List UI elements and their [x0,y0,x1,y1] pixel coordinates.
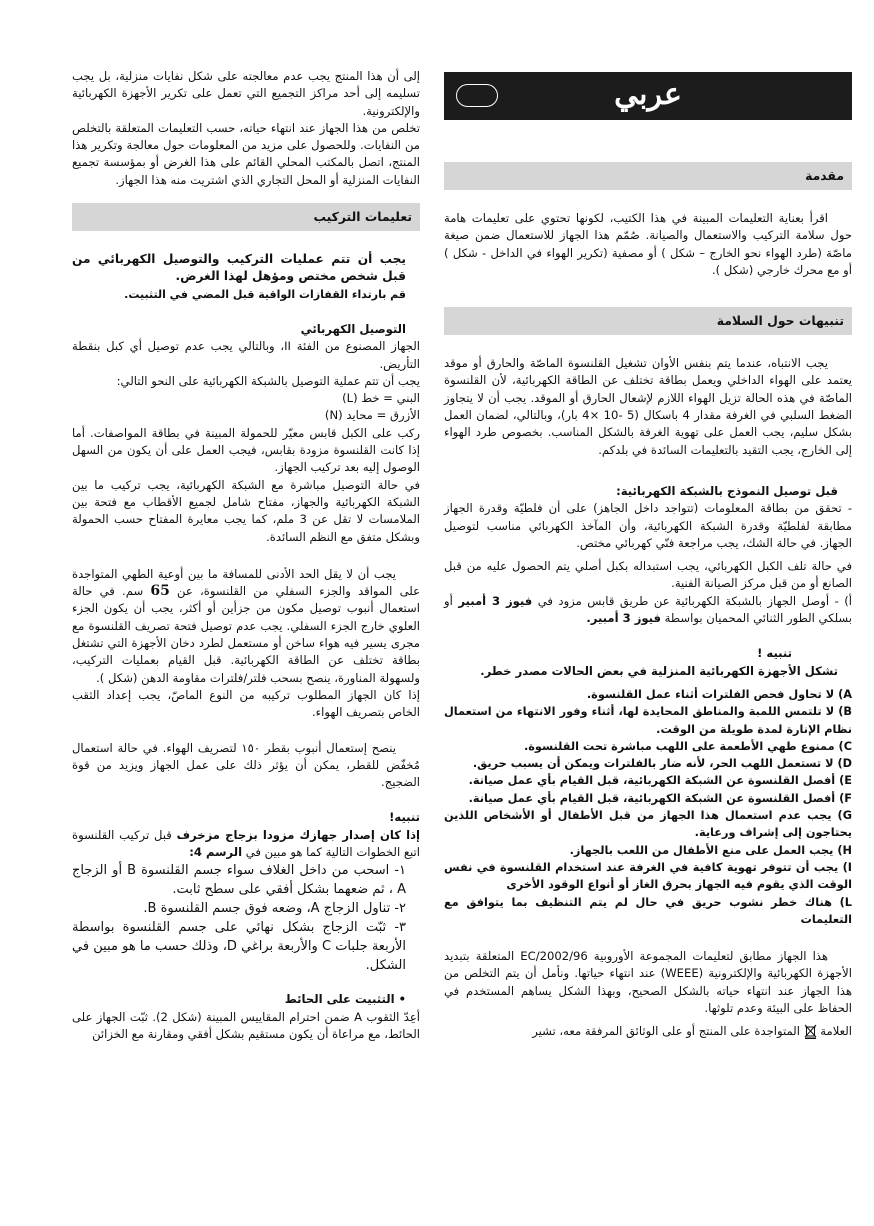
connection-check: - تحقق من بطاقة المعلومات (تتواجد داخل الجاهز) على أن فلطيّة وقدرة الجهاز مطابقة لفلطيّة وقدرة الشبكة الكهربائية، وأن المآخذ الكهربائي مناسب لتوصيل الجهاز. في حالة الشك، يجب مراجعة فنّي كهربائي مختص. [444,501,852,550]
glass-step-2: ٢- تناول الزجاج A، وضعه فوق جسم القلنسوة B. [143,901,406,917]
electric-heading: التوصيل الكهربائي [300,321,406,336]
warning-item-g: G) يجب عدم استعمال هذا الجهاز من قبل الأطفال أو الأشخاص اللذين يحتاجون إلى إشراف ورعاية. [444,809,852,840]
warning-item-c: C) ممنوع طهي الأطعمة على اللهب مباشرة تحت القلنسوة. [523,739,852,753]
weee-text-2: المتواجدة على المنتج أو على الوثائق المرفقة معه، تشير [532,1024,800,1039]
language-oval-icon [456,84,498,107]
distance-paragraph [72,566,420,687]
warning-heading: تنبيه ! [757,646,792,661]
left-column [72,68,420,1043]
wall-heading: • التثبيت على الحائط [284,992,406,1007]
disposal-paragraph-2: تخلص من هذا الجهاز عند انتهاء حياته، حسب التعليمات المتعلقة بالتخلص من النفايات. وللحصول على مزيد من المعلومات حول معالجة وتكرير هذا المنتج، اتصل بالمكتب المحلي القائم على هذا الغرض أو بمؤسسة تجميع النفايات المنزلية أو المحل التجاري الذي اشتريت منه هذا الجهاز. [72,120,420,187]
fuse-text-4: فيوز 3 أمبير. [586,611,661,626]
warning-item-i: I) يجب أن تتوفر تهوية كافية في الغرفة عند استخدام القلنسوة في نفس الوقت الذي يقوم فيه الجهاز بحرق الغاز أو أنواع الوقود الأخرى [444,860,852,892]
glass-text-1: إذا كان إصدار جهازك مزودا بزجاج مزخرف [176,827,421,842]
electric-method: يجب أن تتم عملية التوصيل بالشبكة الكهربائية على النحو التالي: [116,373,420,388]
weee-text-1: العلامة [816,1024,852,1039]
connection-heading: قبل توصيل النموذج بالشبكة الكهربائية: [616,483,838,498]
intro-heading: مقدمة [444,162,852,190]
intro-paragraph: اقرأ بعناية التعليمات المبينة في هذا الكتيب، لكونها تحتوي على تعليمات هامة حول سلامة التركيب والاستعمال والصيانة. صُمّم هذا الجهاز للاستعمال ضمن صيغة ماصّة (طرد الهواء نحو الخارج – شكل ) أو مصفية (تكرير الهواء في الداخل - شكل ) أو مع محرك خارجي (شكل ). [444,211,852,277]
install-gloves: قم بارتداء القفازات الواقية قبل المضي في التثبيت. [124,287,406,301]
connection-cable: في حالة تلف الكبل الكهربائي، يجب استبداله بكبل أصلي يتم الحصول عليه من قبل الصانع أو من قبل مركز الصيانة الفنية. [444,559,852,591]
electric-brown: البني = خط (L) [342,391,420,406]
warning-item-e: E) أفصل القلنسوة عن الشبكة الكهربائية، قبل القيام بأي عمل صيانة. [468,774,852,788]
safety-heading: تنبيهات حول السلامة [444,307,852,335]
fuse-text-2: فيوز 3 أمبير [458,593,533,608]
warning-subheading: تشكل الأجهزة الكهربائية المنزلية في بعض الحالات مصدر خطر. [480,663,838,678]
warning-item-b: B) لا تلتمس اللمبة والمناطق المحايدة لها، أثناء وفور الانتهاء من استعمال نظام الإنارة لمدة طويلة من الوقت. [444,705,852,736]
wall-paragraph: أعِدّ الثقوب A ضمن احترام المقاييس المبينة (شكل 2). ثبّت الجهاز على الحائط، مع مراعاة أن يكون مستقيم بشكل أفقي ومقارنة مع الخزائن [72,1009,420,1041]
glass-step-3: ٣- ثبّت الزجاج بشكل نهائي على جسم القلنسوة بواسطة الأربعة جلبات C والأربعة براغي D، وذلك حسب ما هو مبين في الشكل. [72,920,406,974]
connection-fuse [444,593,852,628]
language-title: عربي [614,77,682,112]
weee-bin-icon [804,1024,817,1039]
language-banner [444,72,852,120]
warning-item-h: H) يجب العمل على منع الأطفال من اللعب بالجهاز. [569,843,852,857]
exhaust-paragraph: إذا كان الجهاز المطلوب تركيبه من النوع الماصّ، يجب إعداد الثقب الخاص بتصريف الهواء. [72,687,420,720]
right-column [444,58,852,1041]
weee-mark-line [444,1023,852,1040]
electric-plug: ركب على الكبل قابس معيّر للحمولة المبينة في بطاقة المواصفات. أما إذا كانت القلنسوة مزودة بقابس، فيجب العمل على أن يكون من السهل الوصول إليه بعد تركيب الجهاز. [72,425,420,475]
fuse-text-3: أو بسلكي الطور الثنائي المحميان بواسطة [444,593,852,626]
warning-item-d: D) لا تستعمل اللهب الحر، لأنه ضار بالفلترات ويمكن أن يسبب حريق. [472,757,852,771]
electric-switch: في حالة التوصيل مباشرة مع الشبكة الكهربائية، يجب تركيب ما بين الشبكة الكهربائية والجهاز، مفتاح شامل لجميع الأقطاب مع فتحة بين الملامسات لا تقل عن 3 ملم، كما يجب معايرة المفتاح حسب الحمولة وبشكل متفق مع النظم السائدة. [72,477,420,544]
glass-warning-heading: تنبيه! [389,810,420,825]
electric-blue: الأزرق = محايد (N) [324,408,420,423]
weee-paragraph: هذا الجهاز مطابق لتعليمات المجموعة الأوروبية 2002/96/EC المتعلقة بتبديد الأجهزة الكهربائية والإلكترونية (WEEE) عند انتهاء حياتها. ونأمل أن يتم التخلص من هذا الجهاز عند انتهاء حياته بالشكل الصحيح، وبهذا الشكل يساهم المستخدم في الحفاظ على البيئة وعدم تلوثها. [444,949,853,1015]
glass-text-3: الرسم 4: [189,844,243,859]
glass-text-2: قبل تركيب القلنسوة اتبع الخطوات التالية كما هو مبين في [72,827,420,859]
distance-text-2: سم. في حالة استعمال أنبوب توصيل مكون من جزأين أو أكثر، يجب أن يكون الجزء العلوي خارج الجزء السفلي. يجب عدم توصيل فتحة تصريف القلنسوة مع مجرى يسير فيه هواء ساخن أو مستعمل لطرد دخان الأجهزة التي تشتغل بطاقة تختلف عن الطاقة الكهربائية. قبل القيام بعمليات التركيب، ولسهولة المناورة، ينصح بسحب فلتر/فلترات مقاومة الدهن (شكل ). [72,584,420,685]
install-qualified: يجب أن تتم عمليات التركيب والتوصيل الكهربائي من قبل شخص مختص ومؤهل لهذا الغرض. [72,252,406,284]
fuse-text-1: أ) - أوصل الجهاز بالشبكة الكهربائية عن طريق قابس مزود في [532,593,852,608]
glass-intro [72,827,420,862]
disposal-paragraph-1: إلى أن هذا المنتج يجب عدم معالجته على شكل نفايات منزلية، بل يجب تسليمه إلى أحد مراكز التجميع التي تعمل على تكرير الأجهزة الكهربائية والإلكترونية. [72,69,420,118]
warning-item-a: A) لا تحاول فحص الفلترات أثناء عمل القلنسوة. [586,687,852,701]
warning-item-f: F) أفصل القلنسوة عن الشبكة الكهربائية، قبل القيام بأي عمل صيانة. [468,791,852,805]
distance-value: 65 [150,583,170,600]
glass-step-1: ١- اسحب من داخل الغلاف سواء جسم القلنسوة B أو الزجاج A ، ثم ضعهما بشكل أفقي على سطح ثابت. [72,863,407,898]
electric-class: الجهاز المصنوع من الفئة II، وبالتالي يجب عدم توصيل أي كبل بنقطة التأريض. [72,339,420,371]
install-heading: تعليمات التركيب [72,203,420,231]
pipe-paragraph: ينصح إستعمال أنبوب بقطر ١٥٠ لتصريف الهواء. في حالة استعمال مُخفّض للقطر، يمكن أن يؤثر ذلك على عمل الجهاز ويزيد من قوة الضجيج. [72,740,420,790]
distance-text-1: يجب أن لا يقل الحد الأدنى للمسافة ما بين أوعية الطهي المتواجدة على المواقد والجزء السفلي من القلنسوة، عن [72,566,420,599]
warning-item-l: L) هناك خطر نشوب حريق في حال لم يتم التنظيف بما يتوافق مع التعليمات [444,895,852,926]
safety-paragraph: يجب الانتباه، عندما يتم بنفس الأوان تشغيل القلنسوة الماصّة والحارق أو موقد يعتمد على الهواء الداخلي ويعمل بطاقة تختلف عن الطاقة الكهربائية، لأن القلنسوة الماصّة في هذه الحالة تزيل الهواء اللازم لإشعال الحارق أو الموقد. يجب أن لا يتجاوز الضغط السلبي في الغرفة مقدار 4 باسكال (5 -10 ×4 بار)، وبالتالي، لضمان العمل بشكل سليم، يجب العمل على تهوية الغرفة بالشكل المناسب. بخصوص طرد الهواء إلى الخارج، يجب التقيد بالتعليمات السائدة في بلدكم. [444,356,853,457]
